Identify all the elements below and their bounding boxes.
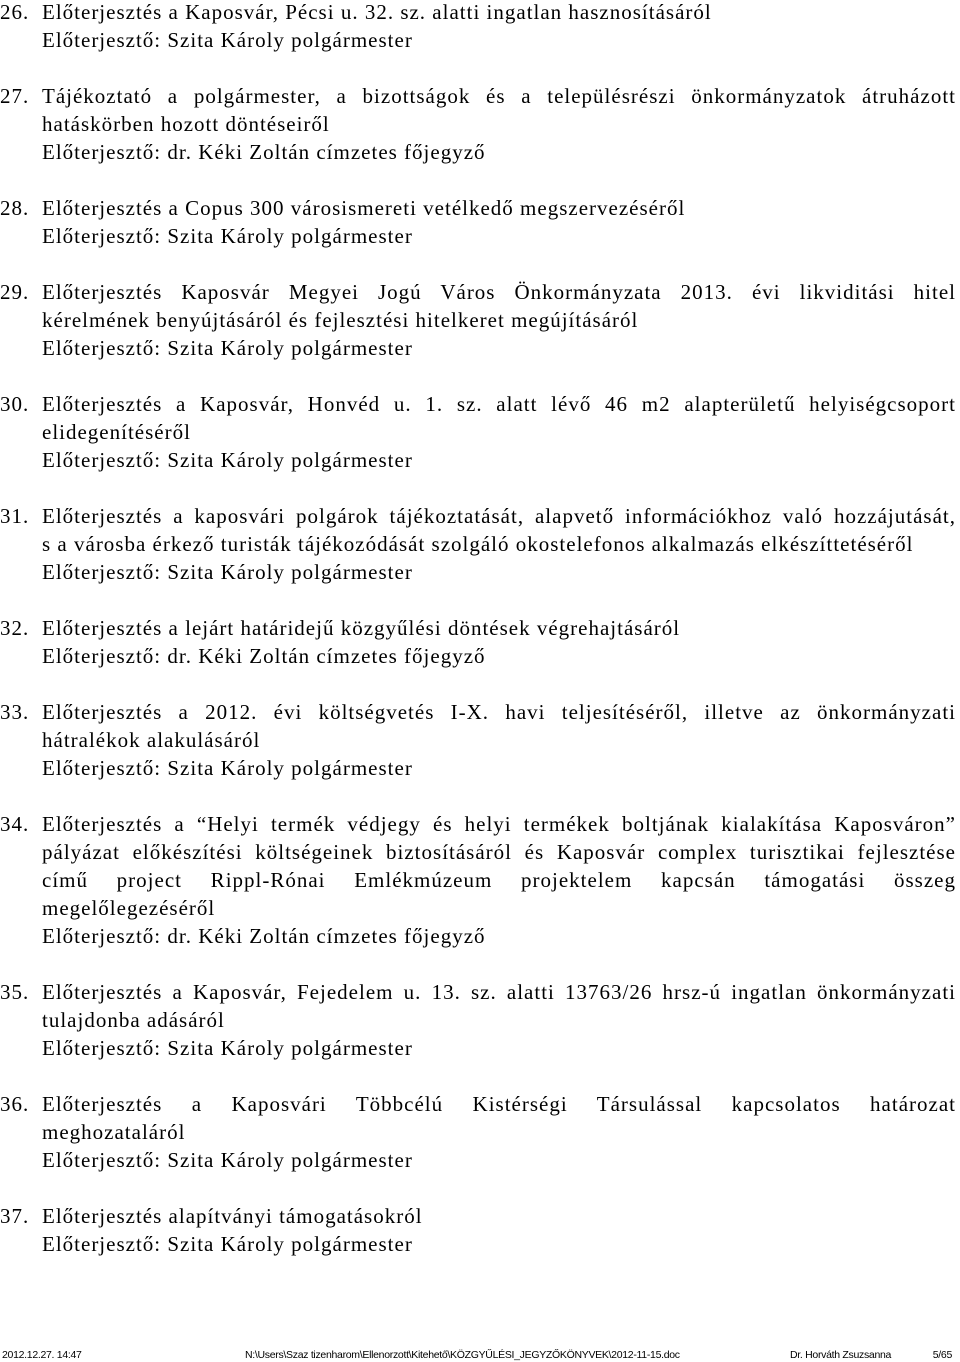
item-presenter: Előterjesztő: Szita Károly polgármester	[42, 756, 413, 780]
item-body	[42, 614, 956, 670]
agenda-item	[0, 810, 956, 950]
agenda-item	[0, 614, 956, 670]
item-presenter: Előterjesztő: Szita Károly polgármester	[42, 1232, 413, 1256]
footer-page-number: 5/65	[932, 1349, 952, 1361]
agenda-item	[0, 978, 956, 1062]
agenda-item	[0, 698, 956, 782]
item-body	[42, 698, 956, 782]
item-number: 36.	[0, 1092, 30, 1116]
item-number: 34.	[0, 812, 30, 836]
item-body	[42, 0, 956, 54]
agenda-item	[0, 194, 956, 250]
agenda-item	[0, 0, 956, 54]
item-presenter: Előterjesztő: dr. Kéki Zoltán címzetes főjegyző	[42, 140, 486, 164]
item-title-line: Előterjesztés a Copus 300 városismereti vetélkedő megszervezéséről	[42, 196, 686, 220]
item-presenter: Előterjesztő: Szita Károly polgármester	[42, 224, 413, 248]
item-title-line: Előterjesztés Kaposvár Megyei Jogú Város Önkormányzata 2013. évi likviditási hitel	[42, 280, 956, 304]
item-title-line: kérelmének benyújtásáról és fejlesztési hitelkeret megújításáról	[42, 308, 639, 332]
item-body	[42, 502, 956, 586]
item-title-line: Előterjesztés a Kaposvár, Honvéd u. 1. sz. alatt lévő 46 m2 alapterületű helyiségcsoport	[42, 392, 956, 416]
agenda-item	[0, 1202, 956, 1258]
item-title-line: tulajdonba adásáról	[42, 1008, 225, 1032]
item-number: 28.	[0, 196, 30, 220]
item-number: 37.	[0, 1204, 30, 1228]
item-title-line: Előterjesztés a Kaposvár, Fejedelem u. 13. sz. alatti 13763/26 hrsz-ú ingatlan önkormányzati	[42, 980, 956, 1004]
item-number: 35.	[0, 980, 30, 1004]
item-body	[42, 194, 956, 250]
item-presenter: Előterjesztő: Szita Károly polgármester	[42, 1036, 413, 1060]
item-presenter: Előterjesztő: dr. Kéki Zoltán címzetes főjegyző	[42, 644, 486, 668]
item-presenter: Előterjesztő: Szita Károly polgármester	[42, 448, 413, 472]
item-presenter: Előterjesztő: Szita Károly polgármester	[42, 28, 413, 52]
item-title-line: Tájékoztató a polgármester, a bizottságok és a településrészi önkormányzatok átruházott	[42, 84, 956, 108]
item-number: 33.	[0, 700, 30, 724]
agenda-item	[0, 390, 956, 474]
footer-author: Dr. Horváth Zsuzsanna	[790, 1349, 892, 1361]
footer-datetime: 2012.12.27. 14:47	[2, 1349, 82, 1361]
item-title-line: Előterjesztés a Kaposvári Többcélú Kistérségi Társulással kapcsolatos határozat	[42, 1092, 956, 1116]
item-title-line: hatáskörben hozott döntéseiről	[42, 112, 330, 136]
item-title-line: Előterjesztés a “Helyi termék védjegy és helyi termékek boltjának kialakítása Kaposváron”	[42, 812, 956, 836]
item-body	[42, 278, 956, 362]
item-number: 30.	[0, 392, 30, 416]
item-number: 27.	[0, 84, 30, 108]
agenda-item	[0, 502, 956, 586]
item-presenter: Előterjesztő: Szita Károly polgármester	[42, 336, 413, 360]
item-title-line: Előterjesztés a Kaposvár, Pécsi u. 32. sz. alatti ingatlan hasznosításáról	[42, 0, 712, 24]
item-number: 26.	[0, 0, 30, 24]
item-presenter: Előterjesztő: dr. Kéki Zoltán címzetes főjegyző	[42, 924, 486, 948]
item-title-line: pályázat előkészítési költségeinek biztosításáról és Kaposvár complex turisztikai fejlesztése	[42, 840, 956, 864]
page-footer	[0, 1348, 960, 1362]
item-presenter: Előterjesztő: Szita Károly polgármester	[42, 560, 413, 584]
item-number: 32.	[0, 616, 30, 640]
item-body	[42, 810, 956, 950]
item-title-line: hátralékok alakulásáról	[42, 728, 261, 752]
item-title-line: Előterjesztés a kaposvári polgárok tájékoztatását, alapvető információkhoz való hozzájutását,	[42, 504, 956, 528]
item-title-line: Előterjesztés a lejárt határidejű közgyűlési döntések végrehajtásáról	[42, 616, 681, 640]
agenda-item	[0, 82, 956, 166]
agenda-item	[0, 1090, 956, 1174]
item-title-line: s a városba érkező turisták tájékozódását szolgáló okostelefonos alkalmazás elkészíttetéséről	[42, 532, 914, 556]
item-body	[42, 1090, 956, 1174]
item-body	[42, 390, 956, 474]
item-body	[42, 82, 956, 166]
item-title-line: Előterjesztés alapítványi támogatásokról	[42, 1204, 423, 1228]
item-number: 29.	[0, 280, 30, 304]
item-number: 31.	[0, 504, 30, 528]
item-body	[42, 1202, 956, 1258]
item-title-line: megelőlegezéséről	[42, 896, 216, 920]
item-title-line: elidegenítéséről	[42, 420, 191, 444]
item-title-line: Előterjesztés a 2012. évi költségvetés I-X. havi teljesítéséről, illetve az önkormányzati	[42, 700, 956, 724]
item-presenter: Előterjesztő: Szita Károly polgármester	[42, 1148, 413, 1172]
footer-file-path: N:\Users\Szaz tizenharom\Ellenorzott\Kitehető\KÖZGYŰLÉSI_JEGYZŐKÖNYVEK\2012-11-15.doc	[245, 1349, 680, 1361]
item-body	[42, 978, 956, 1062]
agenda-item	[0, 278, 956, 362]
item-title-line: című project Rippl-Rónai Emlékmúzeum projektelem kapcsán támogatási összeg	[42, 868, 956, 892]
item-title-line: meghozataláról	[42, 1120, 186, 1144]
